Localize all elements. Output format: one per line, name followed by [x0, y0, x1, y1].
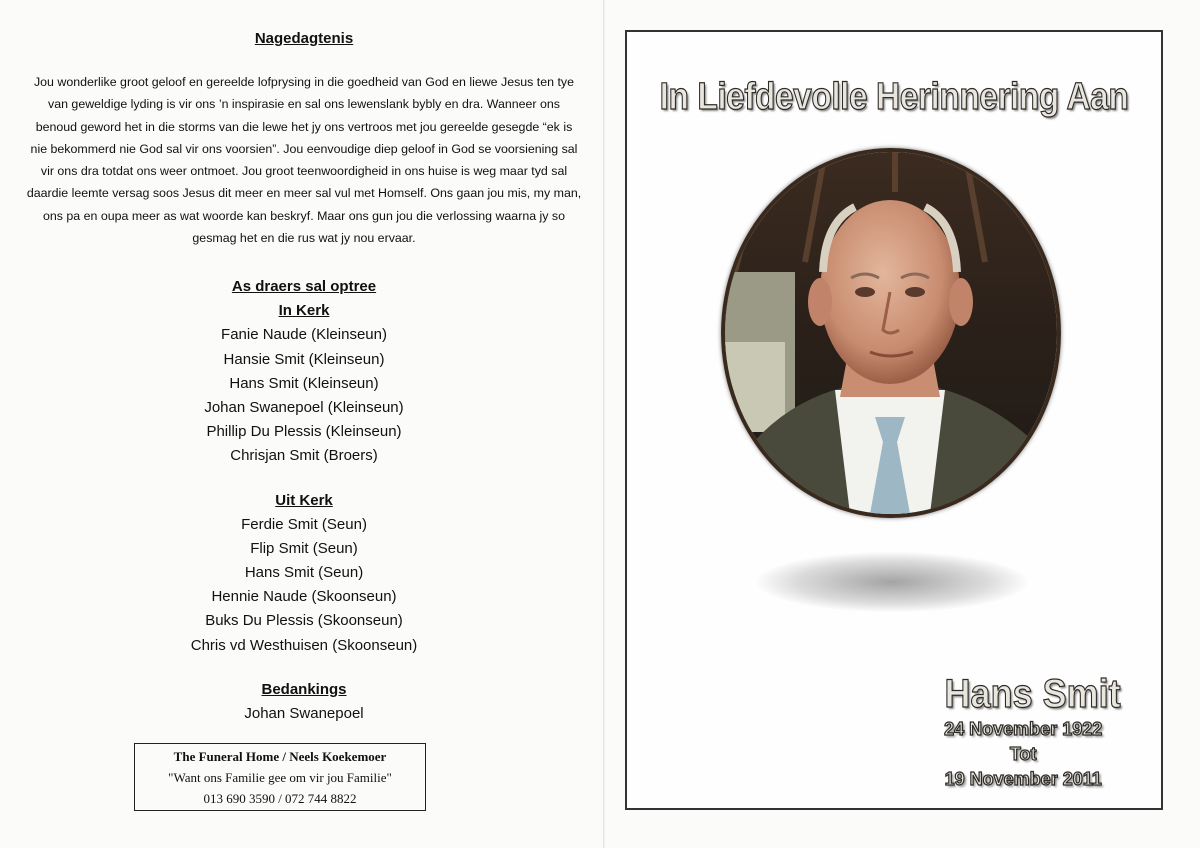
page-fold: [603, 0, 605, 848]
tribute-paragraph: Jou wonderlike groot geloof en gereelde lofprysing in die goedheid van God en liewe Jesus ten tye van geweldige lyding is vir ons ’n inspirasie en sal ons lewenslank bybly en dra. Wanneer ons benoud geword het in die storms van die lewe het jy ons vertroos met jou gereelde gesegde “ek is nie bekommerd nie God sal vir ons voorsien”. Jou eenvoudige diep geloof in God se voorsiening sal vir ons dra totdat ons weer ontmoet. Jou groot teenwoordigheid in ons huise is weg maar tyd sal daardie leemte versag soos Jesus dit meer en meer sal vul met Homself. Ons gaan jou mis, my man, ons pa en oupa meer as wat woorde kan beskryf. Maar ons gun jou die verlossing waarna jy so gesmag het en die rus wat jy nou ervaar.: [26, 75, 582, 246]
funeral-home-title: The Funeral Home / Neels Koekemoer: [173, 749, 387, 764]
list-item: Johan Swanepoel: [244, 704, 364, 722]
name-block: [925, 672, 1121, 792]
death-date: 19 November 2011: [944, 769, 1102, 789]
uit-kerk-list: [20, 513, 588, 658]
list-item: Buks Du Plessis (Skoonseun): [205, 612, 403, 630]
list-item: Hansie Smit (Kleinseun): [223, 350, 385, 368]
bearers-heading: As draers sal optree: [231, 278, 377, 296]
photo-shadow: [757, 552, 1027, 612]
tot-label: Tot: [1009, 744, 1037, 764]
nagedagtenis-heading: Nagedagtenis: [254, 30, 354, 47]
list-item: Hennie Naude (Skoonseun): [211, 588, 397, 606]
cover-frame: [625, 30, 1163, 810]
in-kerk-heading: In Kerk: [278, 302, 330, 320]
funeral-home-box: [134, 743, 426, 811]
list-item: Hans Smit (Kleinseun): [229, 374, 379, 392]
left-panel: [20, 30, 588, 726]
portrait-illustration: [725, 152, 1057, 514]
cover-title: In Liefdevolle Herinnering Aan: [659, 76, 1129, 118]
list-item: Ferdie Smit (Seun): [241, 515, 367, 533]
birth-date: 24 November 1922: [944, 719, 1103, 739]
list-item: Chrisjan Smit (Broers): [230, 447, 378, 465]
deceased-name: Hans Smit: [944, 672, 1121, 716]
thanks-heading: Bedankings: [261, 680, 347, 698]
thanks-list: [20, 702, 588, 726]
in-kerk-list: [20, 323, 588, 468]
list-item: Hans Smit (Seun): [244, 564, 364, 581]
list-item: Flip Smit (Seun): [250, 539, 358, 557]
funeral-home-slogan: "Want ons Familie gee om vir jou Familie": [168, 770, 392, 785]
list-item: Johan Swanepoel (Kleinseun): [204, 398, 404, 416]
list-item: Fanie Naude (Kleinseun): [221, 326, 387, 344]
funeral-home-phones: 013 690 3590 / 072 744 8822: [203, 791, 357, 806]
list-item: Chris vd Westhuisen (Skoonseun): [190, 636, 418, 654]
portrait-photo: [721, 148, 1061, 518]
uit-kerk-heading: Uit Kerk: [275, 491, 333, 509]
list-item: Phillip Du Plessis (Kleinseun): [206, 423, 402, 441]
